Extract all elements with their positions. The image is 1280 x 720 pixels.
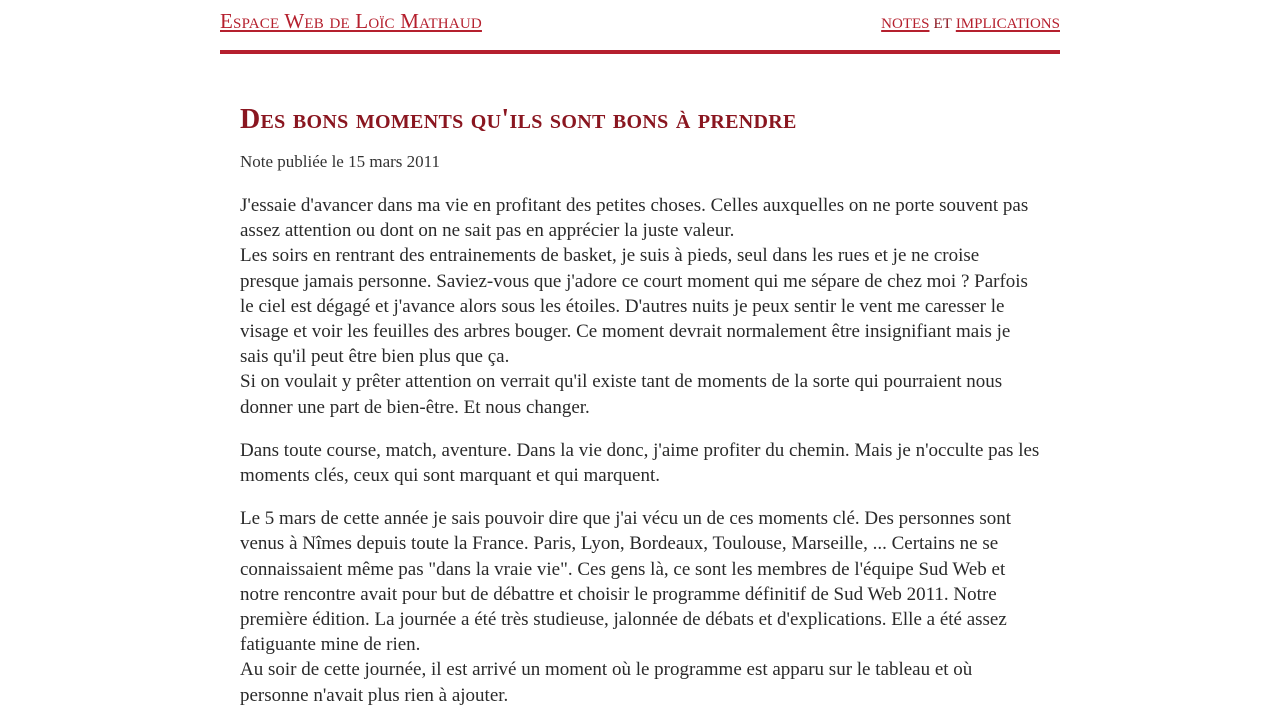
- paragraph-line: J'essaie d'avancer dans ma vie en profitant des petites choses. Celles auxquelles on ne porte souvent pas assez attention ou dont on ne sait pas en apprécier la juste valeur.: [240, 195, 1029, 242]
- site-nav: [881, 9, 1060, 34]
- article: [220, 103, 1060, 708]
- nav-implications-link[interactable]: implications: [955, 9, 1060, 33]
- post-title: Des bons moments qu'ils sont bons à prendre: [240, 104, 797, 135]
- paragraph: [240, 506, 1040, 708]
- paragraph: [240, 193, 1040, 420]
- paragraph-line: Au soir de cette journée, il est arrivé un moment où le programme est apparu sur le tableau et où personne n'avait plus rien à ajouter.: [240, 659, 973, 706]
- page-wrapper: [220, 0, 1060, 708]
- paragraph-line: Les soirs en rentrant des entrainements de basket, je suis à pieds, seul dans les rues et je ne croise presque jamais personne. Saviez-vous que j'adore ce court moment qui me sépare de chez moi ? Parfois le ciel est dégagé et j'avance alors sous les étoiles. D'autres nuits je peux sentir le vent me caresser le visage et voir les feuilles des arbres bouger. Ce moment devrait normalement être insignifiant mais je sais qu'il peut être bien plus que ça.: [240, 245, 1028, 368]
- paragraph-line: Dans toute course, match, aventure. Dans la vie donc, j'aime profiter du chemin. Mais je n'occulte pas les moments clés, ceux qui sont marquant et qui marquent.: [240, 439, 1040, 487]
- nav-notes-link[interactable]: notes: [881, 9, 930, 33]
- paragraph-line: Si on voulait y prêter attention on verrait qu'il existe tant de moments de la sorte qui pourraient nous donner une part de bien-être. Et nous changer.: [240, 371, 1003, 418]
- paragraph-line: Le 5 mars de cette année je sais pouvoir dire que j'ai vécu un de ces moments clé. Des personnes sont venus à Nîmes depuis toute la France. Paris, Lyon, Bordeaux, Toulouse, Marseille, ... Certains ne se connaissaient même pas "dans la vraie vie". Ces gens là, ce sont les membres de l'équipe Sud Web et notre rencontre avait pour but de débattre et choisir le programme définitif de Sud Web 2011. Notre première édition. La journée a été très studieuse, jalonnée de débats et d'explications. Elle a été assez fatiguante mine de rien.: [240, 508, 1012, 656]
- site-title-link[interactable]: Espace Web de Loïc Mathaud: [220, 9, 482, 33]
- site-header: [220, 0, 1060, 54]
- post-date: Note publiée le 15 mars 2011: [240, 152, 441, 171]
- paragraph: [240, 438, 1040, 488]
- post-body: [240, 193, 1040, 708]
- nav-separator: et: [933, 9, 952, 33]
